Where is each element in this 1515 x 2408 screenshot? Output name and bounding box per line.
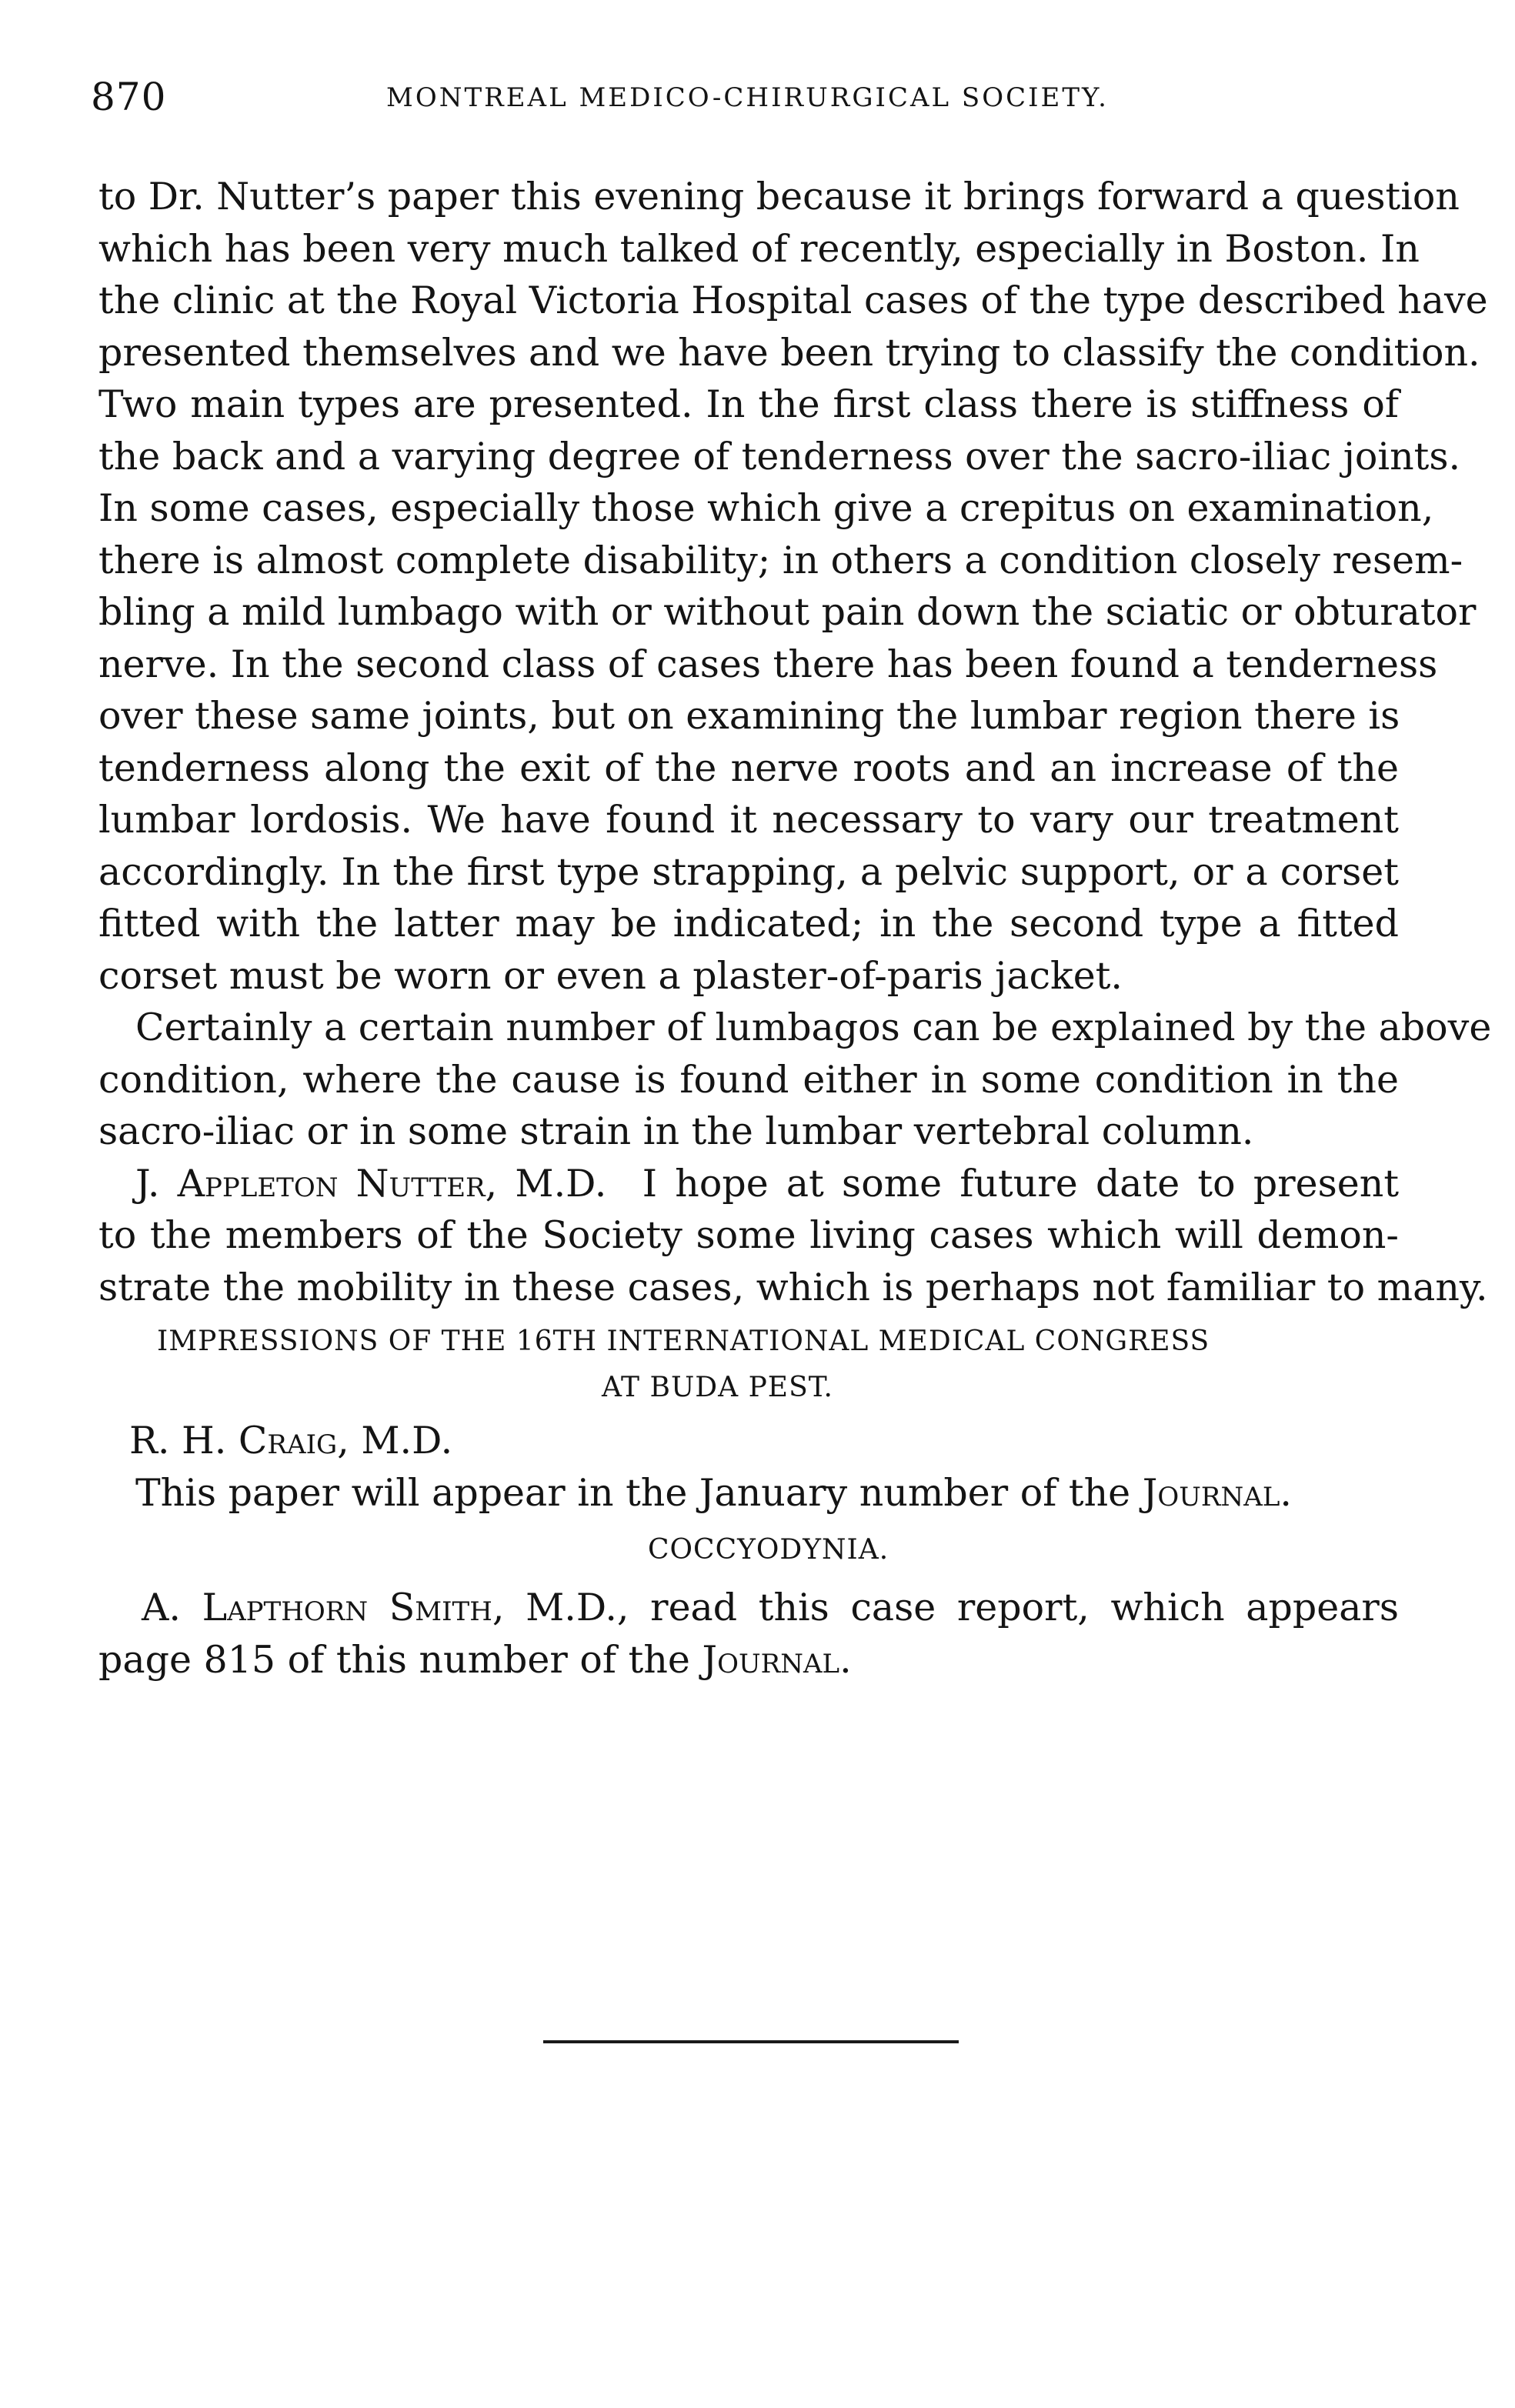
text-line: which has been very much talked of recently, especially in Boston. In (98, 226, 1420, 271)
text-line (98, 1582, 1399, 1634)
discussion-paragraph (98, 171, 1488, 1002)
speaker-name: J. Appleton Nutter, M.D. (135, 1161, 607, 1206)
text-line: nerve. In the second class of cases there has been found a tenderness (98, 642, 1438, 686)
note-text: This paper will appear in the January number of the (135, 1470, 1131, 1515)
text-line: lumbar lordosis. We have found it necessary to vary our treatment (98, 798, 1399, 842)
report-text: read this case report, which appears (650, 1586, 1399, 1629)
text-line: over these same joints, but on examining the lumbar region there is (98, 694, 1400, 738)
section-heading: COCCYODYNIA. (648, 1534, 889, 1566)
text-line: the back and a varying degree of tenderness over the sacro-iliac joints. (98, 434, 1461, 479)
report-text: page 815 of this number of the (98, 1637, 690, 1682)
text-line (98, 1158, 1399, 1210)
page-header (91, 74, 1399, 135)
section-heading: IMPRESSIONS OF THE 16TH INTERNATIONAL MEDICAL CONGRESS (157, 1326, 1210, 1357)
text-line: to the members of the Society some living cases which will demon- (98, 1213, 1399, 1257)
author-name: R. H. Craig, M.D. (129, 1419, 453, 1462)
page-number: 870 (91, 75, 167, 119)
text-line: fitted with the latter may be indicated; in the second type a fitted (98, 902, 1399, 946)
section-heading: AT BUDA PEST. (602, 1372, 833, 1403)
text-line (98, 1467, 1399, 1519)
author-line (98, 1415, 1399, 1467)
text-line: Two main types are presented. In the first class there is stiffness of (98, 382, 1399, 426)
discussion-paragraph-2 (98, 1002, 1492, 1158)
text-line: corset must be worn or even a plaster-of-paris jacket. (98, 953, 1123, 998)
coccyodynia-section (98, 1519, 1399, 1686)
journal-name: Journal. (1142, 1470, 1292, 1515)
text-line: to Dr. Nutter’s paper this evening because it brings forward a question (98, 175, 1460, 218)
text-line: condition, where the cause is found either in some condition in the (98, 1057, 1399, 1102)
text-line: strate the mobility in these cases, which is perhaps not familiar to many. (98, 1265, 1488, 1309)
text-line: tenderness along the exit of the nerve roots and an increase of the (98, 745, 1399, 790)
nutter-reply (98, 1158, 1488, 1314)
text-line: In some cases, especially those which give a crepitus on examination, (98, 486, 1434, 530)
text-line: there is almost complete disability; in others a condition closely resem- (98, 538, 1463, 582)
end-rule (543, 2040, 959, 2043)
journal-name: Journal. (702, 1637, 852, 1682)
text-line: the clinic at the Royal Victoria Hospital cases of the type described have (98, 278, 1488, 322)
congress-section (98, 1318, 1399, 1519)
text-line (98, 1634, 1399, 1686)
text-line: presented themselves and we have been trying to classify the condition. (98, 330, 1480, 375)
text-line: bling a mild lumbago with or without pain down the sciatic or obturator (98, 590, 1477, 634)
text-line: sacro-iliac or in some strain in the lumbar vertebral column. (98, 1109, 1254, 1153)
running-title: MONTREAL MEDICO-CHIRURGICAL SOCIETY. (386, 82, 1109, 113)
author-name: A. Lapthorn Smith, M.D., (142, 1586, 629, 1629)
page-body (98, 171, 1492, 1686)
reply-text: I hope at some future date to present (642, 1161, 1400, 1206)
text-line: accordingly. In the first type strapping, a pelvic support, or a corset (98, 849, 1399, 894)
text-line: Certainly a certain number of lumbagos can be explained by the above (135, 1006, 1492, 1049)
